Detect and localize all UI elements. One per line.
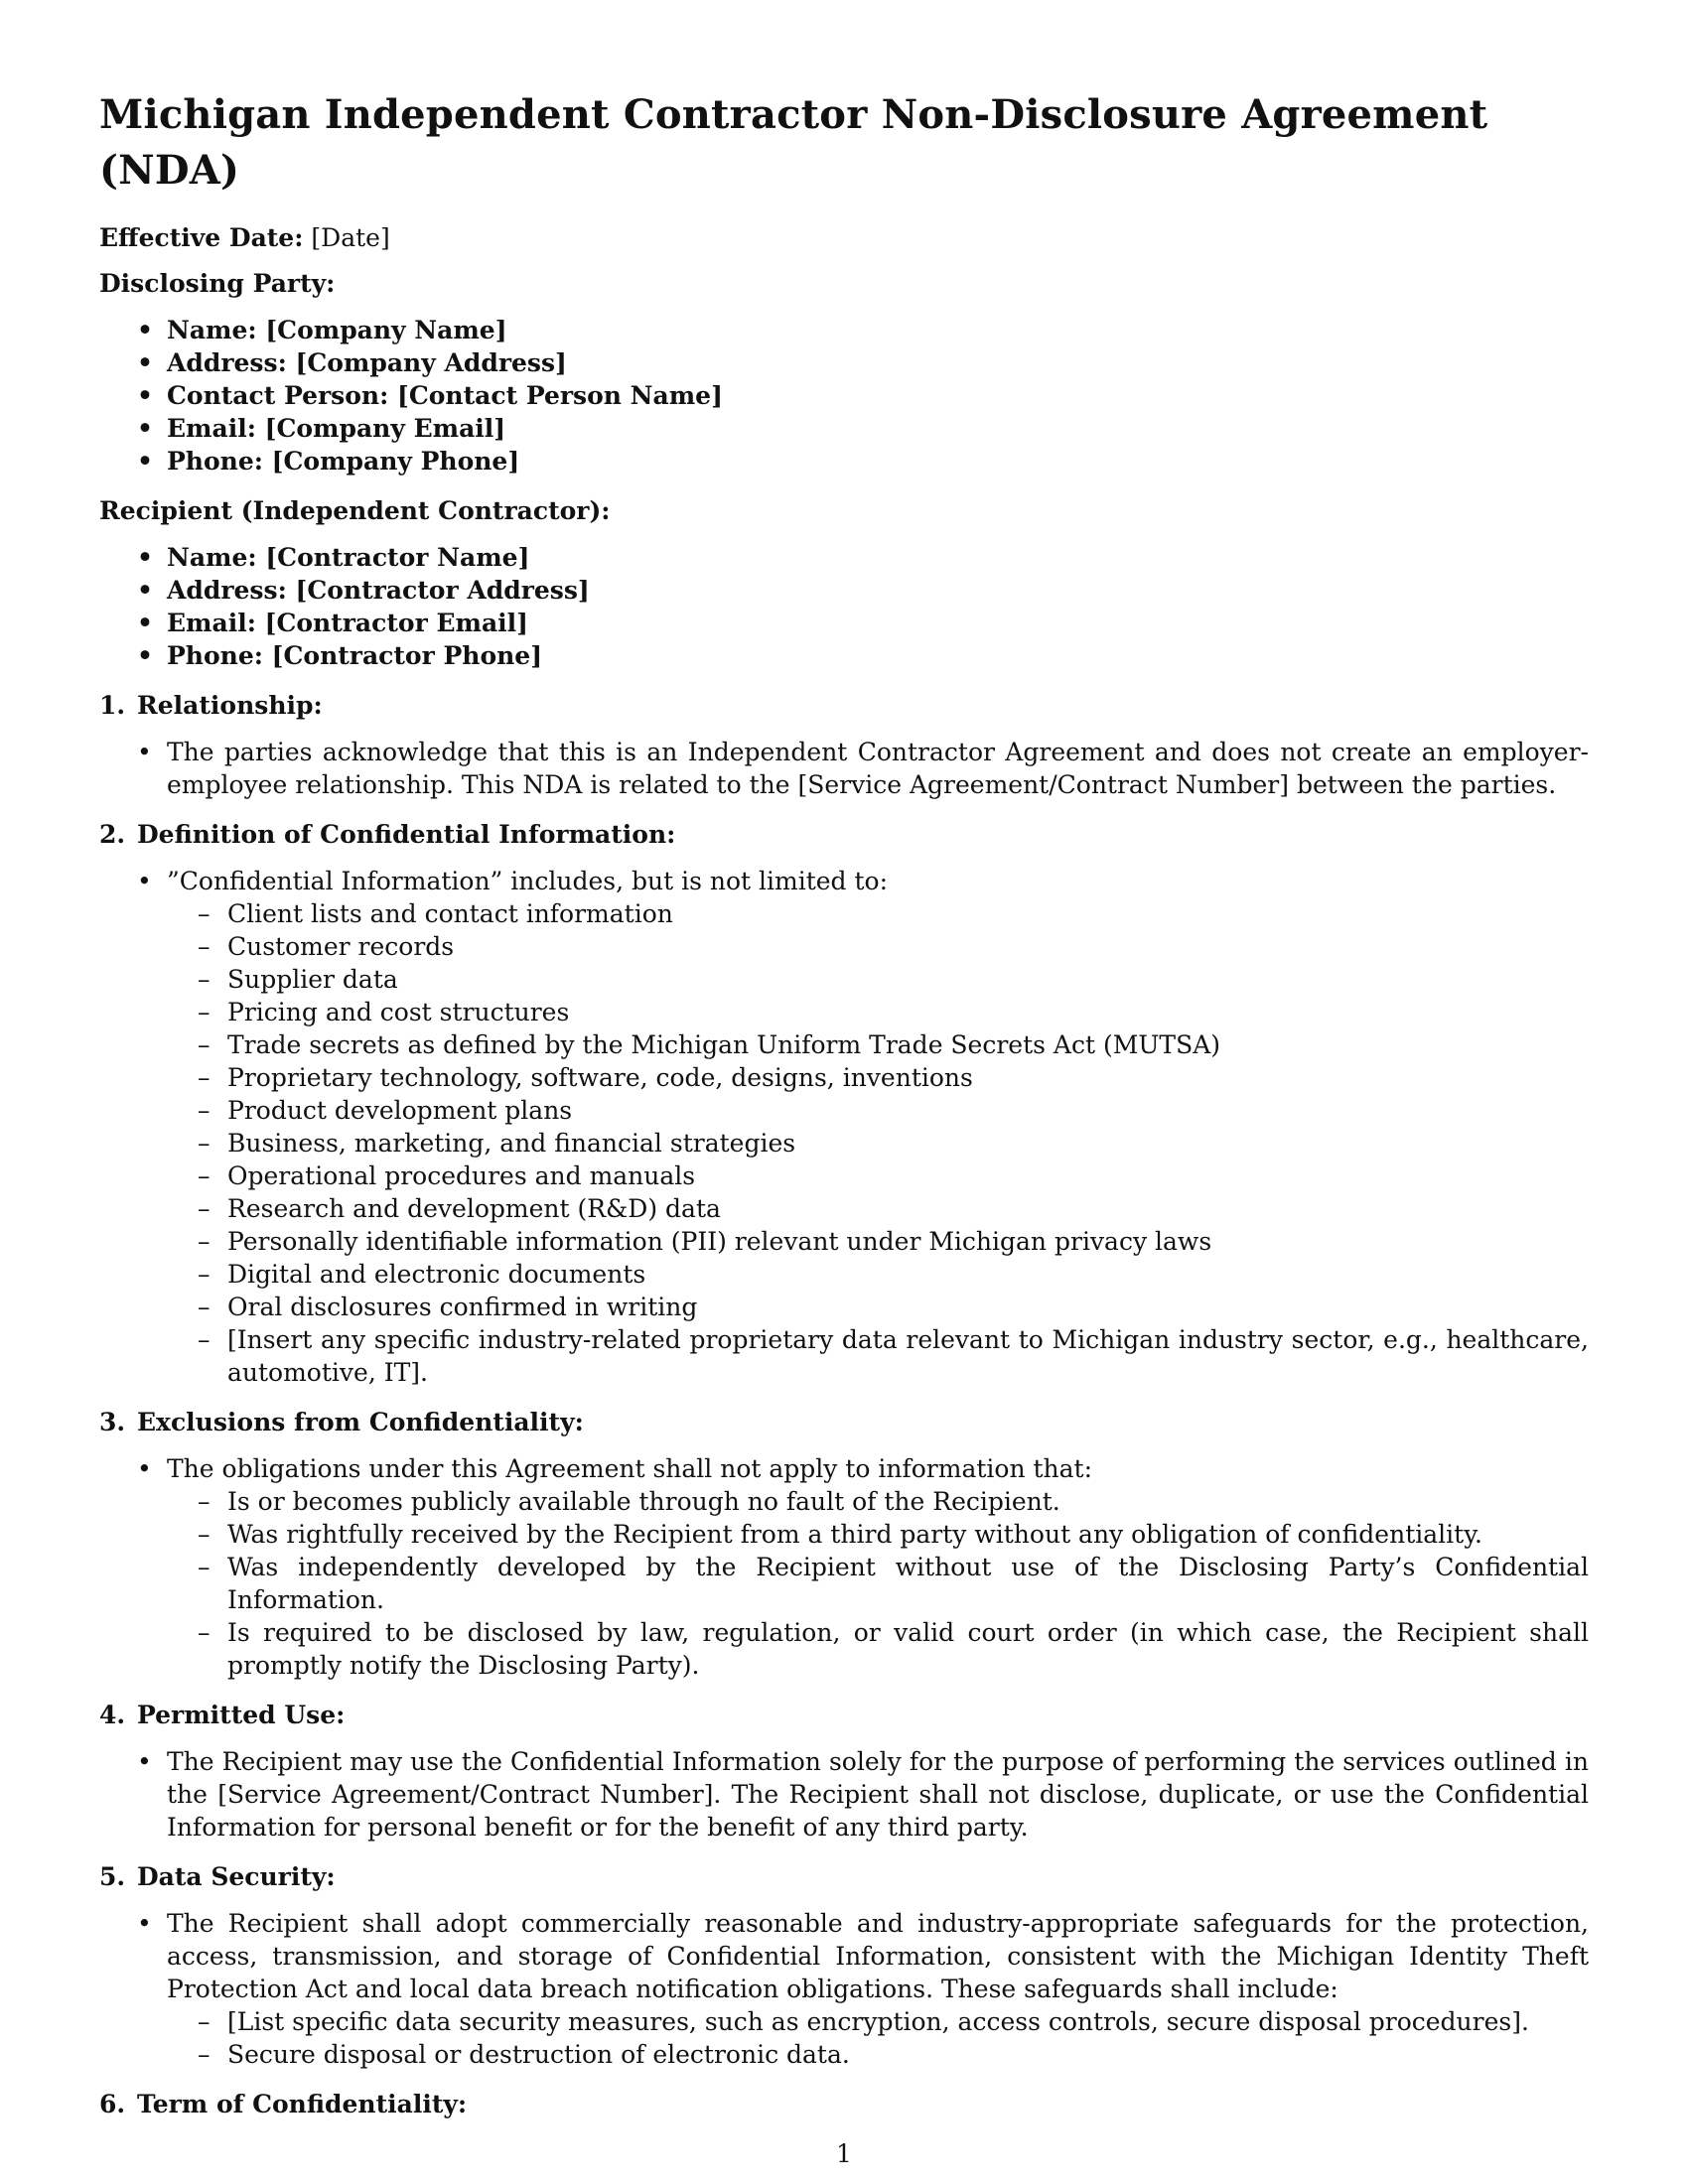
section-title: Definition of Confidential Information: — [137, 820, 676, 849]
sub-item: – Proprietary technology, software, code, designs, inventions — [167, 1061, 1589, 1094]
section-title: Term of Confidentiality: — [137, 2090, 468, 2118]
section-body — [99, 736, 1589, 801]
sub-item: – Research and development (R&D) data — [167, 1192, 1589, 1225]
section-body — [99, 1907, 1589, 2071]
effective-date-label: Effective Date: — [99, 223, 304, 252]
section-number: 6. — [99, 2090, 126, 2118]
sub-list — [167, 897, 1589, 1389]
sub-item: – Supplier data — [167, 963, 1589, 996]
section-title: Data Security: — [137, 1862, 336, 1891]
sub-item: – Business, marketing, and financial strategies — [167, 1127, 1589, 1160]
sub-item: – Client lists and contact information — [167, 897, 1589, 930]
section-number: 2. — [99, 820, 126, 849]
section-body — [99, 1745, 1589, 1843]
sub-item: – Secure disposal or destruction of electronic data. — [167, 2038, 1589, 2071]
recipient-heading: Recipient (Independent Contractor): — [99, 496, 611, 525]
section-title: Relationship: — [137, 691, 323, 720]
disclosing-party-field: • Contact Person: [Contact Person Name] — [99, 379, 1589, 412]
section-heading — [99, 690, 1589, 722]
disclosing-party-field: • Name: [Company Name] — [99, 314, 1589, 346]
recipient-field: • Name: [Contractor Name] — [99, 541, 1589, 574]
section-text: • The obligations under this Agreement shall not apply to information that: — [167, 1454, 1093, 1483]
disclosing-party-list — [99, 314, 1589, 478]
document-title: Michigan Independent Contractor Non-Disclosure Agreement (NDA) — [99, 91, 1488, 194]
recipient-list — [99, 541, 1589, 672]
section-title: Permitted Use: — [137, 1701, 346, 1729]
recipient-field: • Address: [Contractor Address] — [99, 574, 1589, 607]
recipient-field: • Email: [Contractor Email] — [99, 607, 1589, 639]
section-text: • The Recipient may use the Confidential Information solely for the purpose of performing the services outlined in the [Service Agreement/Contract Number]. The Recipient shall not disclose, duplicate, or use the Confidential Information for personal benefit or for the benefit of any third party. — [99, 1745, 1589, 1843]
sub-item: – Is or becomes publicly available through no fault of the Recipient. — [167, 1485, 1589, 1518]
sub-item: – Digital and electronic documents — [167, 1258, 1589, 1291]
section-heading — [99, 1700, 1589, 1731]
sub-item: – Product development plans — [167, 1094, 1589, 1127]
section-number: 4. — [99, 1701, 126, 1729]
section-bullet — [99, 1452, 1589, 1682]
disclosing-party-heading: Disclosing Party: — [99, 269, 336, 298]
disclosing-party-field: • Address: [Company Address] — [99, 346, 1589, 379]
sub-list — [167, 2005, 1589, 2071]
sub-item: – Personally identifiable information (PII) relevant under Michigan privacy laws — [167, 1225, 1589, 1258]
sub-item: – Was independently developed by the Recipient without use of the Disclosing Party’s Confidential Information. — [167, 1551, 1589, 1616]
effective-date-value: [Date] — [311, 223, 390, 252]
section-title: Exclusions from Confidentiality: — [137, 1408, 584, 1436]
section-body — [99, 1452, 1589, 1682]
recipient-field: • Phone: [Contractor Phone] — [99, 639, 1589, 672]
section-heading — [99, 819, 1589, 851]
section-number: 1. — [99, 691, 126, 720]
section-heading — [99, 2089, 1589, 2120]
sub-item: – [List specific data security measures, such as encryption, access controls, secure disposal procedures]. — [167, 2005, 1589, 2038]
effective-date — [99, 222, 1589, 254]
page-number: 1 — [836, 2139, 852, 2168]
sub-item: – Trade secrets as defined by the Michigan Uniform Trade Secrets Act (MUTSA) — [167, 1028, 1589, 1061]
section-bullet — [99, 1907, 1589, 2071]
sub-item: – [Insert any specific industry-related proprietary data relevant to Michigan industry sector, e.g., healthcare, automotive, IT]. — [167, 1323, 1589, 1389]
section-text: • The Recipient shall adopt commercially reasonable and industry-appropriate safeguards for the protection, access, transmission, and storage of Confidential Information, consistent with the Michigan Identity Theft Protection Act and local data breach notification obligations. These safeguards shall include: — [167, 1909, 1589, 2003]
document-page — [99, 87, 1589, 2134]
section-number: 5. — [99, 1862, 126, 1891]
disclosing-party-field: • Phone: [Company Phone] — [99, 445, 1589, 478]
sub-list — [167, 1485, 1589, 1682]
sub-item: – Was rightfully received by the Recipient from a third party without any obligation of confidentiality. — [167, 1518, 1589, 1551]
section-text: • The parties acknowledge that this is an Independent Contractor Agreement and does not create an employer-employee relationship. This NDA is related to the [Service Agreement/Contract Number] between the parties. — [99, 736, 1589, 801]
section-number: 3. — [99, 1408, 126, 1436]
sub-item: – Customer records — [167, 930, 1589, 963]
sub-item: – Is required to be disclosed by law, regulation, or valid court order (in which case, the Recipient shall promptly notify the Disclosing Party). — [167, 1616, 1589, 1682]
sub-item: – Oral disclosures confirmed in writing — [167, 1291, 1589, 1323]
sub-item: – Operational procedures and manuals — [167, 1160, 1589, 1192]
section-heading — [99, 1407, 1589, 1438]
section-body — [99, 865, 1589, 1389]
section-bullet — [99, 865, 1589, 1389]
section-heading — [99, 1861, 1589, 1893]
section-text: • ”Confidential Information” includes, but is not limited to: — [167, 867, 889, 895]
sub-item: – Pricing and cost structures — [167, 996, 1589, 1028]
disclosing-party-field: • Email: [Company Email] — [99, 412, 1589, 445]
